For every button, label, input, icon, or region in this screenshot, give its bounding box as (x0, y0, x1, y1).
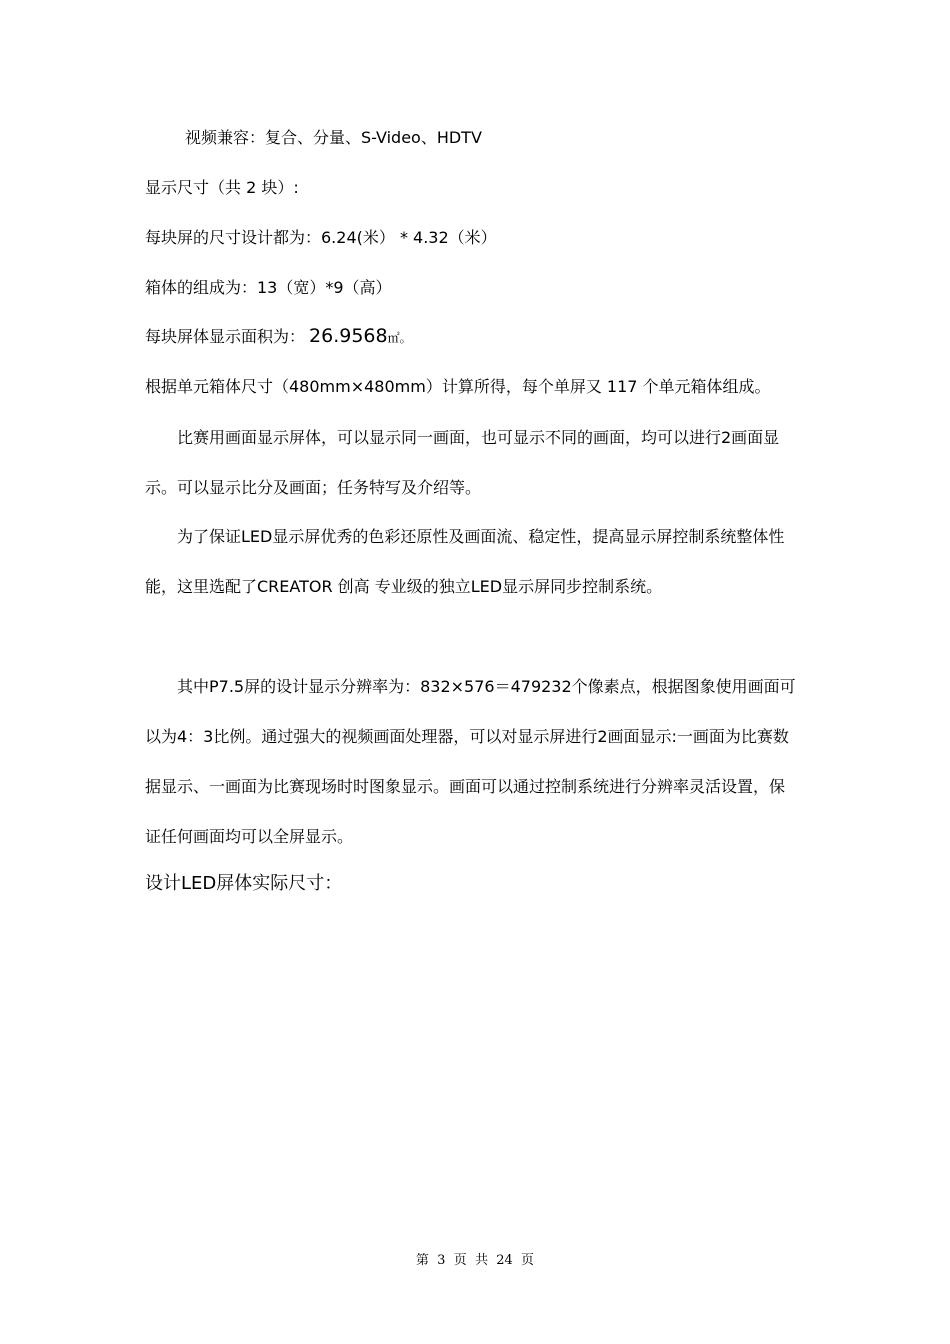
resolution-line-1: 其中P7.5屏的设计显示分辨率为：832×576＝479232个像素点，根据图象使用画面可 (177, 677, 796, 696)
display-size-line: 显示尺寸（共 2 块）: (145, 178, 299, 197)
resolution-line-3: 据显示、一画面为比赛现场时时图象显示。画面可以通过控制系统进行分辨率灵活设置，保 (145, 777, 786, 796)
cabinet-composition-line: 箱体的组成为：13（宽）*9（高） (145, 278, 392, 297)
area-label: 每块屏体显示面积为： (145, 327, 306, 346)
competition-line-2: 示。可以显示比分及画面；任务特写及介绍等。 (145, 478, 482, 497)
area-line (145, 326, 412, 348)
page-footer: 第 3 页 共 24 页 (415, 1253, 535, 1268)
area-unit: ㎡。 (387, 331, 412, 345)
competition-line-1: 比赛用画面显示屏体，可以显示同一画面，也可显示不同的画面，均可以进行2画面显 (177, 428, 780, 447)
video-compat-line: 视频兼容：复合、分量、S-Video、HDTV (185, 128, 482, 147)
screen-size-line: 每块屏的尺寸设计都为：6.24(米） * 4.32（米） (145, 228, 497, 247)
unit-cabinet-line: 根据单元箱体尺寸（480mm×480mm）计算所得，每个单屏又 117 个单元箱体组成。 (145, 377, 771, 396)
quality-line-2: 能，这里选配了CREATOR 创高 专业级的独立LED显示屏同步控制系统。 (145, 577, 663, 596)
quality-line-1: 为了保证LED显示屏优秀的色彩还原性及画面流、稳定性，提高显示屏控制系统整体性 (177, 527, 785, 546)
area-value: 26.9568 (309, 325, 388, 347)
resolution-line-4: 证任何画面均可以全屏显示。 (145, 827, 354, 846)
section-heading: 设计LED屏体实际尺寸： (145, 873, 343, 894)
resolution-line-2: 以为4：3比例。通过强大的视频画面处理器，可以对显示屏进行2画面显示:一画面为比赛数 (145, 727, 789, 746)
